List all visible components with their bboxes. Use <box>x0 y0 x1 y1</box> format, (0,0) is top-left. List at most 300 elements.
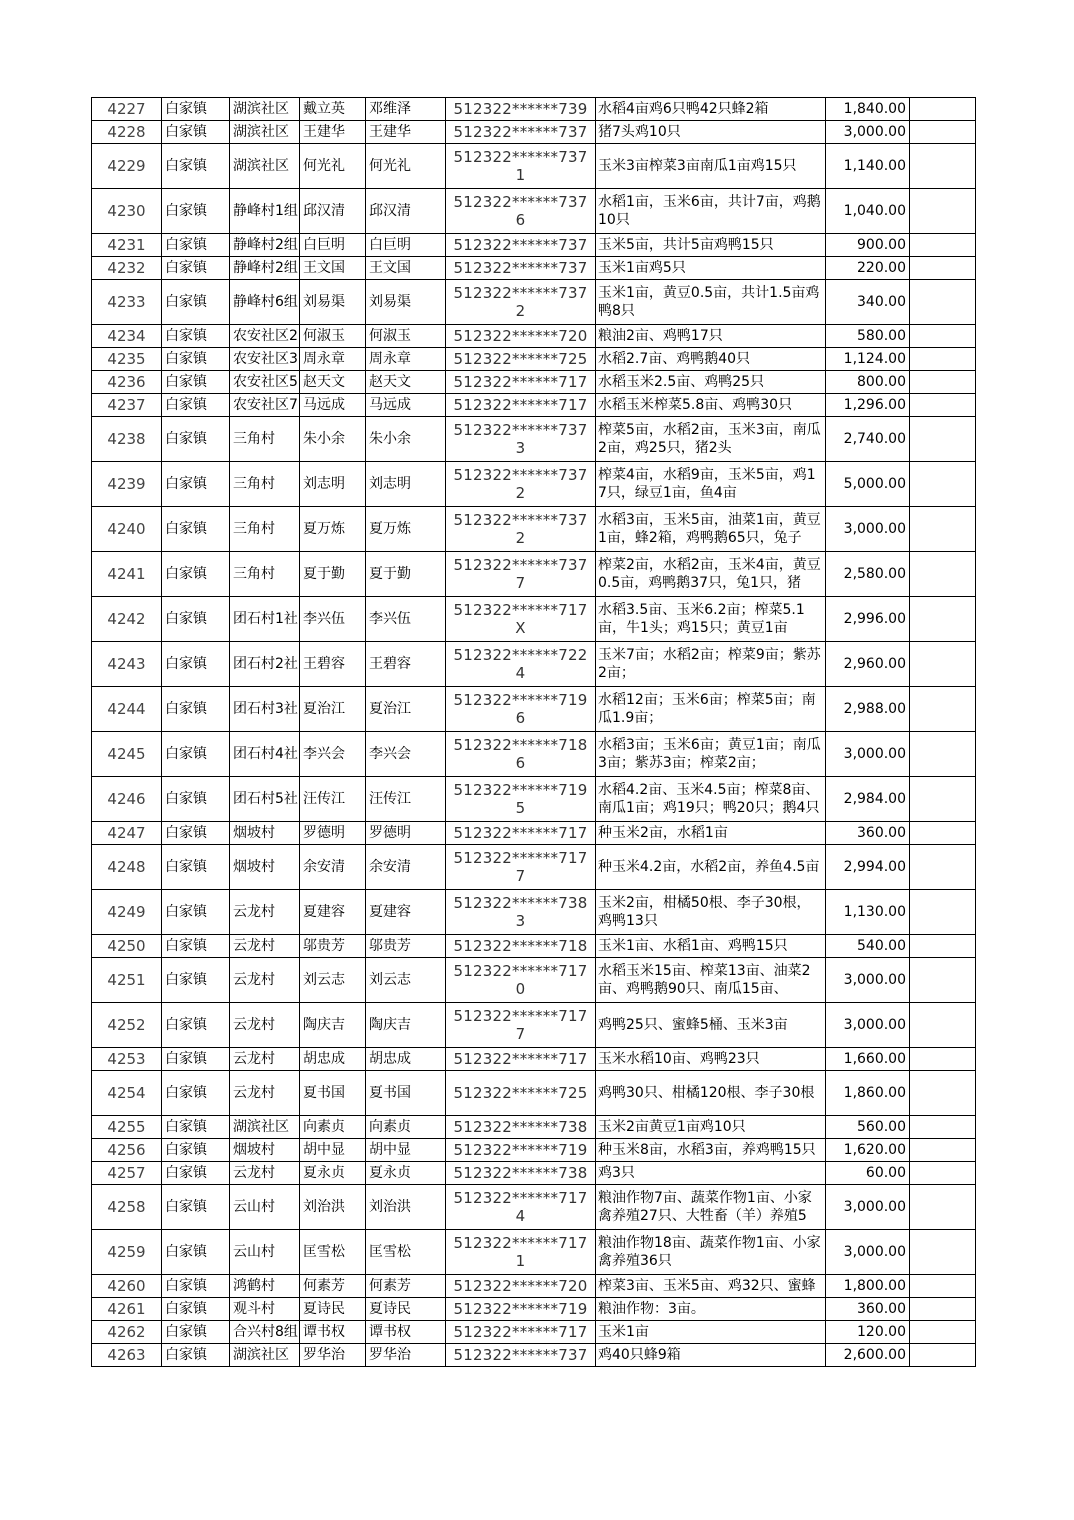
id-number-cell <box>446 687 596 732</box>
table-row <box>92 462 976 507</box>
name-cell: 何素芳 <box>300 1275 366 1298</box>
id-number: 512322******737 <box>453 284 588 302</box>
name-cell: 胡忠成 <box>300 1048 366 1071</box>
id-number: 512322******717 <box>453 1234 588 1252</box>
row-number: 4227 <box>92 98 162 121</box>
row-number: 4242 <box>92 597 162 642</box>
payee-cell: 李兴会 <box>366 732 446 777</box>
village-cell: 湖滨社区 <box>230 98 300 121</box>
name-cell: 胡中显 <box>300 1139 366 1162</box>
description-cell: 玉米1亩、水稻1亩、鸡鸭15只 <box>596 935 826 958</box>
village-cell: 观斗村 <box>230 1298 300 1321</box>
payee-cell: 夏书国 <box>366 1071 446 1116</box>
village-cell: 三角村 <box>230 552 300 597</box>
description-cell: 玉米水稻10亩、鸡鸭23只 <box>596 1048 826 1071</box>
table-row <box>92 1162 976 1185</box>
name-cell: 罗华治 <box>300 1344 366 1367</box>
table-row <box>92 325 976 348</box>
payee-cell: 周永章 <box>366 348 446 371</box>
id-number: 512322******737 <box>453 148 588 166</box>
town-cell: 白家镇 <box>162 257 230 280</box>
id-number: 512322******737 <box>453 236 588 254</box>
row-number: 4232 <box>92 257 162 280</box>
village-cell: 湖滨社区 <box>230 144 300 189</box>
blank-cell <box>910 1071 976 1116</box>
id-number-cell <box>446 325 596 348</box>
amount-cell: 1,124.00 <box>826 348 910 371</box>
amount-cell: 3,000.00 <box>826 958 910 1003</box>
name-cell: 何光礼 <box>300 144 366 189</box>
id-number: 512322******719 <box>453 781 588 799</box>
id-number-cell <box>446 234 596 257</box>
payee-cell: 刘云志 <box>366 958 446 1003</box>
town-cell: 白家镇 <box>162 371 230 394</box>
amount-cell: 2,994.00 <box>826 845 910 890</box>
blank-cell <box>910 552 976 597</box>
blank-cell <box>910 1139 976 1162</box>
description-cell: 粮油2亩、鸡鸭17只 <box>596 325 826 348</box>
name-cell: 夏万炼 <box>300 507 366 552</box>
amount-cell: 60.00 <box>826 1162 910 1185</box>
table-row <box>92 1275 976 1298</box>
id-number-cell <box>446 257 596 280</box>
id-number: 512322******725 <box>453 1084 588 1102</box>
description-cell: 水稻玉米2.5亩、鸡鸭25只 <box>596 371 826 394</box>
table-row <box>92 845 976 890</box>
id-number-cell <box>446 1321 596 1344</box>
name-cell: 刘易渠 <box>300 280 366 325</box>
town-cell: 白家镇 <box>162 417 230 462</box>
village-cell: 团石村5社 <box>230 777 300 822</box>
description-cell: 种玉米4.2亩，水稻2亩，养鱼4.5亩 <box>596 845 826 890</box>
subsidy-table <box>91 97 976 1367</box>
id-number: 512322******737 <box>453 1346 588 1364</box>
payee-cell: 夏万炼 <box>366 507 446 552</box>
village-cell: 云龙村 <box>230 1048 300 1071</box>
name-cell: 戴立英 <box>300 98 366 121</box>
description-cell: 玉米3亩榨菜3亩南瓜1亩鸡15只 <box>596 144 826 189</box>
town-cell: 白家镇 <box>162 777 230 822</box>
blank-cell <box>910 325 976 348</box>
amount-cell: 540.00 <box>826 935 910 958</box>
table-row <box>92 935 976 958</box>
description-cell: 玉米2亩黄豆1亩鸡10只 <box>596 1116 826 1139</box>
village-cell: 团石村3社 <box>230 687 300 732</box>
id-number-cell <box>446 822 596 845</box>
row-number: 4228 <box>92 121 162 144</box>
payee-cell: 王碧容 <box>366 642 446 687</box>
id-number-tail: 5 <box>515 799 526 817</box>
payee-cell: 罗德明 <box>366 822 446 845</box>
village-cell: 农安社区3 <box>230 348 300 371</box>
description-cell: 玉米1亩，黄豆0.5亩，共计1.5亩鸡鸭8只 <box>596 280 826 325</box>
amount-cell: 2,740.00 <box>826 417 910 462</box>
id-number: 512322******717 <box>453 1007 588 1025</box>
id-number-tail: 4 <box>515 1207 526 1225</box>
blank-cell <box>910 98 976 121</box>
table-row <box>92 417 976 462</box>
village-cell: 团石村1社 <box>230 597 300 642</box>
village-cell: 静峰村1组 <box>230 189 300 234</box>
description-cell: 水稻3亩，玉米5亩，油菜1亩，黄豆1亩，蜂2箱，鸡鸭鹅65只，兔子 <box>596 507 826 552</box>
id-number: 512322******738 <box>453 1164 588 1182</box>
table-row <box>92 348 976 371</box>
amount-cell: 360.00 <box>826 1298 910 1321</box>
table-row <box>92 1116 976 1139</box>
id-number: 512322******717 <box>453 849 588 867</box>
row-number: 4229 <box>92 144 162 189</box>
name-cell: 夏永贞 <box>300 1162 366 1185</box>
payee-cell: 罗华治 <box>366 1344 446 1367</box>
amount-cell: 900.00 <box>826 234 910 257</box>
blank-cell <box>910 121 976 144</box>
village-cell: 烟坡村 <box>230 845 300 890</box>
amount-cell: 3,000.00 <box>826 732 910 777</box>
row-number: 4260 <box>92 1275 162 1298</box>
payee-cell: 胡中显 <box>366 1139 446 1162</box>
id-number: 512322******717 <box>453 824 588 842</box>
table-row <box>92 371 976 394</box>
id-number: 512322******720 <box>453 327 588 345</box>
amount-cell: 1,296.00 <box>826 394 910 417</box>
row-number: 4262 <box>92 1321 162 1344</box>
id-number: 512322******737 <box>453 421 588 439</box>
row-number: 4251 <box>92 958 162 1003</box>
id-number-cell <box>446 121 596 144</box>
id-number: 512322******718 <box>453 736 588 754</box>
name-cell: 陶庆吉 <box>300 1003 366 1048</box>
id-number: 512322******737 <box>453 193 588 211</box>
town-cell: 白家镇 <box>162 394 230 417</box>
town-cell: 白家镇 <box>162 1048 230 1071</box>
id-number-cell <box>446 1185 596 1230</box>
id-number-tail: 1 <box>515 166 526 184</box>
description-cell: 水稻4.2亩、玉米4.5亩；榨菜8亩、南瓜1亩；鸡19只；鸭20只；鹅4只 <box>596 777 826 822</box>
blank-cell <box>910 417 976 462</box>
id-number: 512322******737 <box>453 511 588 529</box>
blank-cell <box>910 394 976 417</box>
amount-cell: 1,860.00 <box>826 1071 910 1116</box>
village-cell: 云龙村 <box>230 1003 300 1048</box>
village-cell: 农安社区2 <box>230 325 300 348</box>
name-cell: 邱汉清 <box>300 189 366 234</box>
blank-cell <box>910 777 976 822</box>
id-number-cell <box>446 1116 596 1139</box>
description-cell: 水稻4亩鸡6只鸭42只蜂2箱 <box>596 98 826 121</box>
description-cell: 粮油作物：3亩。 <box>596 1298 826 1321</box>
amount-cell: 560.00 <box>826 1116 910 1139</box>
table-row <box>92 394 976 417</box>
blank-cell <box>910 1116 976 1139</box>
village-cell: 烟坡村 <box>230 822 300 845</box>
description-cell: 玉米7亩；水稻2亩；榨菜9亩；紫苏2亩； <box>596 642 826 687</box>
id-number-cell <box>446 597 596 642</box>
name-cell: 罗德明 <box>300 822 366 845</box>
table-body <box>92 98 976 1367</box>
blank-cell <box>910 1003 976 1048</box>
description-cell: 榨菜5亩，水稻2亩，玉米3亩，南瓜2亩，鸡25只，猪2头 <box>596 417 826 462</box>
town-cell: 白家镇 <box>162 189 230 234</box>
payee-cell: 匡雪松 <box>366 1230 446 1275</box>
id-number-cell <box>446 371 596 394</box>
table-row <box>92 1003 976 1048</box>
payee-cell: 何淑玉 <box>366 325 446 348</box>
blank-cell <box>910 1298 976 1321</box>
table-row <box>92 144 976 189</box>
payee-cell: 刘治洪 <box>366 1185 446 1230</box>
row-number: 4235 <box>92 348 162 371</box>
amount-cell: 120.00 <box>826 1321 910 1344</box>
id-number-tail: 2 <box>515 302 526 320</box>
id-number-tail: 6 <box>515 211 526 229</box>
name-cell: 刘治洪 <box>300 1185 366 1230</box>
town-cell: 白家镇 <box>162 98 230 121</box>
town-cell: 白家镇 <box>162 1071 230 1116</box>
amount-cell: 580.00 <box>826 325 910 348</box>
id-number-tail: X <box>515 619 526 637</box>
name-cell: 谭书权 <box>300 1321 366 1344</box>
name-cell: 赵天文 <box>300 371 366 394</box>
village-cell: 云山村 <box>230 1230 300 1275</box>
amount-cell: 2,960.00 <box>826 642 910 687</box>
blank-cell <box>910 1230 976 1275</box>
blank-cell <box>910 371 976 394</box>
row-number: 4248 <box>92 845 162 890</box>
table-row <box>92 822 976 845</box>
row-number: 4256 <box>92 1139 162 1162</box>
town-cell: 白家镇 <box>162 234 230 257</box>
description-cell: 水稻2.7亩、鸡鸭鹅40只 <box>596 348 826 371</box>
row-number: 4249 <box>92 890 162 935</box>
table-row <box>92 1298 976 1321</box>
town-cell: 白家镇 <box>162 732 230 777</box>
row-number: 4246 <box>92 777 162 822</box>
blank-cell <box>910 958 976 1003</box>
id-number: 512322******737 <box>453 259 588 277</box>
payee-cell: 李兴伍 <box>366 597 446 642</box>
amount-cell: 3,000.00 <box>826 1003 910 1048</box>
row-number: 4237 <box>92 394 162 417</box>
table-row <box>92 552 976 597</box>
id-number: 512322******717 <box>453 962 588 980</box>
name-cell: 邬贵芳 <box>300 935 366 958</box>
table-row <box>92 1230 976 1275</box>
village-cell: 鸿鹤村 <box>230 1275 300 1298</box>
town-cell: 白家镇 <box>162 890 230 935</box>
row-number: 4261 <box>92 1298 162 1321</box>
village-cell: 湖滨社区 <box>230 1116 300 1139</box>
village-cell: 烟坡村 <box>230 1139 300 1162</box>
row-number: 4250 <box>92 935 162 958</box>
village-cell: 湖滨社区 <box>230 121 300 144</box>
table-row <box>92 1344 976 1367</box>
table-row <box>92 121 976 144</box>
table-row <box>92 189 976 234</box>
id-number-cell <box>446 1003 596 1048</box>
description-cell: 玉米5亩，共计5亩鸡鸭15只 <box>596 234 826 257</box>
id-number-tail: 2 <box>515 484 526 502</box>
amount-cell: 2,984.00 <box>826 777 910 822</box>
amount-cell: 2,580.00 <box>826 552 910 597</box>
village-cell: 静峰村2组 <box>230 257 300 280</box>
id-number-cell <box>446 732 596 777</box>
payee-cell: 赵天文 <box>366 371 446 394</box>
payee-cell: 夏诗民 <box>366 1298 446 1321</box>
id-number-cell <box>446 777 596 822</box>
blank-cell <box>910 1321 976 1344</box>
amount-cell: 1,840.00 <box>826 98 910 121</box>
table-row <box>92 732 976 777</box>
blank-cell <box>910 280 976 325</box>
table-row <box>92 890 976 935</box>
name-cell: 汪传江 <box>300 777 366 822</box>
blank-cell <box>910 822 976 845</box>
description-cell: 水稻1亩，玉米6亩，共计7亩，鸡鹅10只 <box>596 189 826 234</box>
id-number-cell <box>446 935 596 958</box>
blank-cell <box>910 1275 976 1298</box>
description-cell: 榨菜3亩、玉米5亩、鸡32只、蜜蜂 <box>596 1275 826 1298</box>
blank-cell <box>910 1048 976 1071</box>
blank-cell <box>910 1162 976 1185</box>
id-number-cell <box>446 507 596 552</box>
blank-cell <box>910 189 976 234</box>
table-row <box>92 280 976 325</box>
village-cell: 云龙村 <box>230 890 300 935</box>
town-cell: 白家镇 <box>162 325 230 348</box>
id-number-tail: 7 <box>515 574 526 592</box>
table-row <box>92 642 976 687</box>
town-cell: 白家镇 <box>162 1344 230 1367</box>
town-cell: 白家镇 <box>162 845 230 890</box>
payee-cell: 汪传江 <box>366 777 446 822</box>
amount-cell: 1,130.00 <box>826 890 910 935</box>
village-cell: 团石村4社 <box>230 732 300 777</box>
town-cell: 白家镇 <box>162 144 230 189</box>
name-cell: 夏于勤 <box>300 552 366 597</box>
blank-cell <box>910 348 976 371</box>
name-cell: 夏建容 <box>300 890 366 935</box>
village-cell: 云龙村 <box>230 1071 300 1116</box>
description-cell: 水稻玉米榨菜5.8亩、鸡鸭30只 <box>596 394 826 417</box>
id-number: 512322******719 <box>453 1300 588 1318</box>
town-cell: 白家镇 <box>162 958 230 1003</box>
id-number-cell <box>446 462 596 507</box>
amount-cell: 3,000.00 <box>826 121 910 144</box>
amount-cell: 3,000.00 <box>826 1185 910 1230</box>
id-number: 512322******722 <box>453 646 588 664</box>
row-number: 4258 <box>92 1185 162 1230</box>
name-cell: 周永章 <box>300 348 366 371</box>
name-cell: 白巨明 <box>300 234 366 257</box>
id-number-cell <box>446 552 596 597</box>
payee-cell: 余安清 <box>366 845 446 890</box>
id-number-tail: 4 <box>515 664 526 682</box>
id-number: 512322******720 <box>453 1277 588 1295</box>
payee-cell: 何素芳 <box>366 1275 446 1298</box>
amount-cell: 2,988.00 <box>826 687 910 732</box>
description-cell: 鸡鸭30只、柑橘120根、李子30根 <box>596 1071 826 1116</box>
id-number-cell <box>446 1139 596 1162</box>
name-cell: 朱小余 <box>300 417 366 462</box>
payee-cell: 刘志明 <box>366 462 446 507</box>
village-cell: 农安社区7 <box>230 394 300 417</box>
id-number-tail: 7 <box>515 1025 526 1043</box>
table-row <box>92 507 976 552</box>
payee-cell: 邱汉清 <box>366 189 446 234</box>
row-number: 4259 <box>92 1230 162 1275</box>
blank-cell <box>910 845 976 890</box>
name-cell: 夏诗民 <box>300 1298 366 1321</box>
row-number: 4253 <box>92 1048 162 1071</box>
id-number: 512322******717 <box>453 396 588 414</box>
id-number-cell <box>446 1048 596 1071</box>
payee-cell: 邬贵芳 <box>366 935 446 958</box>
town-cell: 白家镇 <box>162 1139 230 1162</box>
id-number-tail: 3 <box>515 912 526 930</box>
name-cell: 刘云志 <box>300 958 366 1003</box>
id-number-tail: 6 <box>515 709 526 727</box>
id-number-cell <box>446 417 596 462</box>
table-row <box>92 234 976 257</box>
amount-cell: 360.00 <box>826 822 910 845</box>
payee-cell: 王文国 <box>366 257 446 280</box>
table-row <box>92 687 976 732</box>
row-number: 4241 <box>92 552 162 597</box>
town-cell: 白家镇 <box>162 1230 230 1275</box>
village-cell: 云山村 <box>230 1185 300 1230</box>
blank-cell <box>910 597 976 642</box>
description-cell: 水稻3亩；玉米6亩；黄豆1亩；南瓜3亩；紫苏3亩；榨菜2亩； <box>596 732 826 777</box>
town-cell: 白家镇 <box>162 1003 230 1048</box>
village-cell: 三角村 <box>230 507 300 552</box>
town-cell: 白家镇 <box>162 642 230 687</box>
table-row <box>92 1048 976 1071</box>
village-cell: 云龙村 <box>230 1162 300 1185</box>
id-number: 512322******738 <box>453 1118 588 1136</box>
name-cell: 向素贞 <box>300 1116 366 1139</box>
table-row <box>92 1321 976 1344</box>
name-cell: 刘志明 <box>300 462 366 507</box>
row-number: 4252 <box>92 1003 162 1048</box>
amount-cell: 5,000.00 <box>826 462 910 507</box>
table-row <box>92 1139 976 1162</box>
payee-cell: 王建华 <box>366 121 446 144</box>
id-number-tail: 6 <box>515 754 526 772</box>
row-number: 4244 <box>92 687 162 732</box>
town-cell: 白家镇 <box>162 507 230 552</box>
id-number: 512322******738 <box>453 894 588 912</box>
row-number: 4230 <box>92 189 162 234</box>
payee-cell: 何光礼 <box>366 144 446 189</box>
blank-cell <box>910 507 976 552</box>
town-cell: 白家镇 <box>162 1185 230 1230</box>
name-cell: 王文国 <box>300 257 366 280</box>
village-cell: 三角村 <box>230 417 300 462</box>
table-row <box>92 1071 976 1116</box>
description-cell: 榨菜2亩，水稻2亩，玉米4亩，黄豆0.5亩，鸡鸭鹅37只，兔1只，猪 <box>596 552 826 597</box>
id-number: 512322******719 <box>453 691 588 709</box>
payee-cell: 马远成 <box>366 394 446 417</box>
payee-cell: 夏于勤 <box>366 552 446 597</box>
town-cell: 白家镇 <box>162 822 230 845</box>
blank-cell <box>910 642 976 687</box>
id-number-cell <box>446 144 596 189</box>
name-cell: 夏书国 <box>300 1071 366 1116</box>
id-number: 512322******737 <box>453 123 588 141</box>
id-number-cell <box>446 280 596 325</box>
description-cell: 种玉米8亩，水稻3亩，养鸡鸭15只 <box>596 1139 826 1162</box>
blank-cell <box>910 890 976 935</box>
